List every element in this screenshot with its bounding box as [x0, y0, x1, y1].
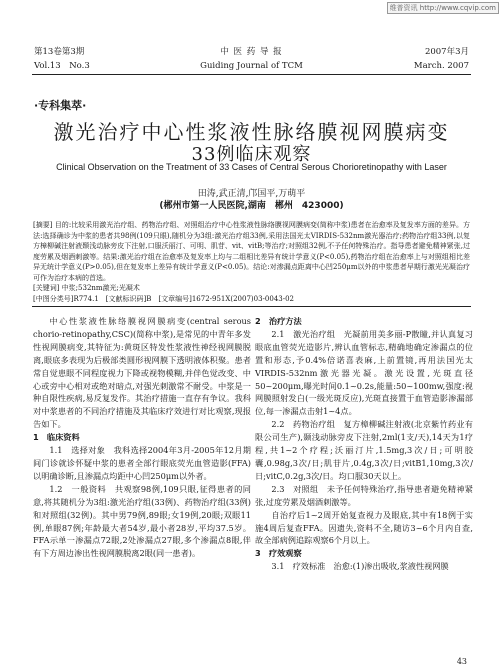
- abstract: [摘要] 目的:比较采用激光治疗组、药物治疗组、对照组治疗中心性浆液性脉络膜视网膜病变(简称中浆)患者在治愈率及复发率方面的差异。方法:选择确诊为中浆的患者共98例(109只眼),随机分为3组:激光治疗组33例,采用法国光太VIRDIS-532nm激光器治疗;药物治疗组33例,以复方樟柳碱注射液颞浅动脉旁皮下注射,口服沃丽汀、可明、肌苷、vit、vitB;等治疗;对照组32例,不予任何特殊治疗。指导患者避免精神紧张,过度劳累及烟酒刺激等。结果:激光治疗组在治愈率及复发率上均与二组相比差异有统计学意义(P<0.05),药物治疗组在治愈率上与对照组相比差异无统计学意义(P>0.05),但在复发率上差异有统计学意义(P<0.05)。结论:对渗漏点距离中心凹250μm以外的中浆患者早期行激光光凝治疗可作为治疗本病的首选。: [33, 221, 470, 282]
- paragraph-2-3b: 自治疗后1~2周开始复查视力及眼底,其中有18例于实施4周后复查FFA。因遗失,资料不全,随访3~6个月内自查,故全部病例追踪观察6个月以上。: [255, 509, 473, 546]
- abstract-rule: [32, 306, 471, 307]
- header-volume-cn: 第13卷第3期: [34, 47, 85, 57]
- header-rule: [32, 74, 471, 75]
- article-title: 激光治疗中心性浆液性脉络膜视网膜病变: [53, 120, 450, 144]
- classification: [中图分类号]R774.1 [文献标识码]B [文章编号]1672-951X(2007)03-0043-02: [33, 295, 294, 303]
- header-date-cn: 2007年3月: [424, 47, 469, 57]
- paragraph-2-1: 2.1 激光治疗组 光凝前用美多丽-P散瞳,并认真复习眼底血管荧光造影片,辨认血管标志,精确地确定渗漏点的位置和形态,予0.4%倍诺喜表麻,上前置镜,再用法国光太VIRDIS-532nm激光器光凝。激光设置,光斑直径50~200μm,曝光时间0.1~0.2s,能量:50~100mw,强度:视网膜照射发白(一级光斑反应),光斑直接置于血管造影渗漏部位,每一渗漏点击射1~4点。: [255, 328, 473, 417]
- header-journal-en: Guiding Journal of TCM: [200, 61, 303, 71]
- paragraph-1-2: 1.2 一般资料 共观察98例,109只眼,征得患者的同意,将其随机分为3组:激光治疗组(33例)、药物治疗组(33例)和对照组(32例)。其中男79例,89眼;女19例,20眼;双眼11例,单眼87例;年龄最大者54岁,最小者28岁,平均37.5岁。FFA示单一渗漏点72眼,2处渗漏点27眼,多个渗漏点8眼,伴有下方周边渗出性视网膜脱离2眼(同一患者)。: [33, 483, 251, 559]
- article-title-en: Clinical Observation on the Treatment of 33 Cases of Central Serous Chorioretinopathy with Laser: [56, 162, 447, 172]
- section-heading-3: 3 疗效观察: [255, 548, 302, 559]
- article-subtitle: 33例临床观察: [191, 144, 312, 165]
- header-date-en: March. 2007: [413, 61, 469, 71]
- page-number: 43: [456, 657, 467, 666]
- paragraph-2-3: 2.3 对照组 未予任何特殊治疗,指导患者避免精神紧张,过度劳累及烟酒刺激等。: [255, 483, 473, 507]
- right-column: [255, 315, 473, 573]
- header-volume-en: Vol.13 No.3: [34, 61, 90, 71]
- affiliation: (郴州市第一人民医院,湖南 郴州 423000): [159, 201, 344, 211]
- paragraph-2-2: 2.2 药物治疗组 复方樟柳碱注射液(北京紫竹药业有限公司生产),颞浅动脉旁皮下注射,2ml(1支/天),14天为1疗程,共1~2个疗程;沃丽汀片,1.5mg,3次/日;可明胶囊,0.98g,3次/日;肌苷片,0.4g,3次/日;vitB1,10mg,3次/日;vitC,0.2g,3次/日。均口服30天以上。: [255, 419, 473, 481]
- paragraph-1-1: 1.1 选择对象 我科选择2004年3月-2005年12月期间门诊就诊怀疑中浆的患者全部行眼底荧光血管造影(FFA)以明确诊断,且渗漏点均距中心凹250μm以外者。: [33, 445, 251, 481]
- watermark: 维普资讯 http://www.cqvip.com: [387, 2, 499, 14]
- section-tag: ·专科集萃·: [34, 99, 87, 112]
- left-column: [33, 315, 251, 560]
- paragraph-3-1: 3.1 疗效标准 治愈:(1)渗出吸收,浆液性视网膜: [271, 561, 449, 572]
- authors: 田涛,武正清,邝国平,万萌平: [197, 189, 306, 199]
- header-journal-cn: 中 医 药 导 报: [220, 47, 283, 57]
- keywords: [关键词] 中浆;532nm激光;光凝术: [33, 284, 140, 292]
- section-heading-1: 1 临床资料: [33, 432, 80, 443]
- intro-paragraph: 中心性浆液性脉络膜视网膜病变(central serous chorio-retinopathy,CSC)(简称中浆),是常见的中青年多发性视网膜病变,其特征为:黄斑区特发性浆液性神经视网膜脱离,眼底多表现为后极部类圆形视网膜下透明液体积聚。患者常自觉患眼不同程度视力下降或视物模糊,并伴色觉改变、中心或旁中心相对或绝对暗点,对强光刺激常不耐受。中浆是一种自限性疾病,易反复发作。其治疗措施一直存有争议。我科对中浆患者的不同治疗措施及其临床疗效进行对比观察,现报告如下。: [33, 316, 251, 430]
- section-heading-2: 2 治疗方法: [255, 316, 302, 326]
